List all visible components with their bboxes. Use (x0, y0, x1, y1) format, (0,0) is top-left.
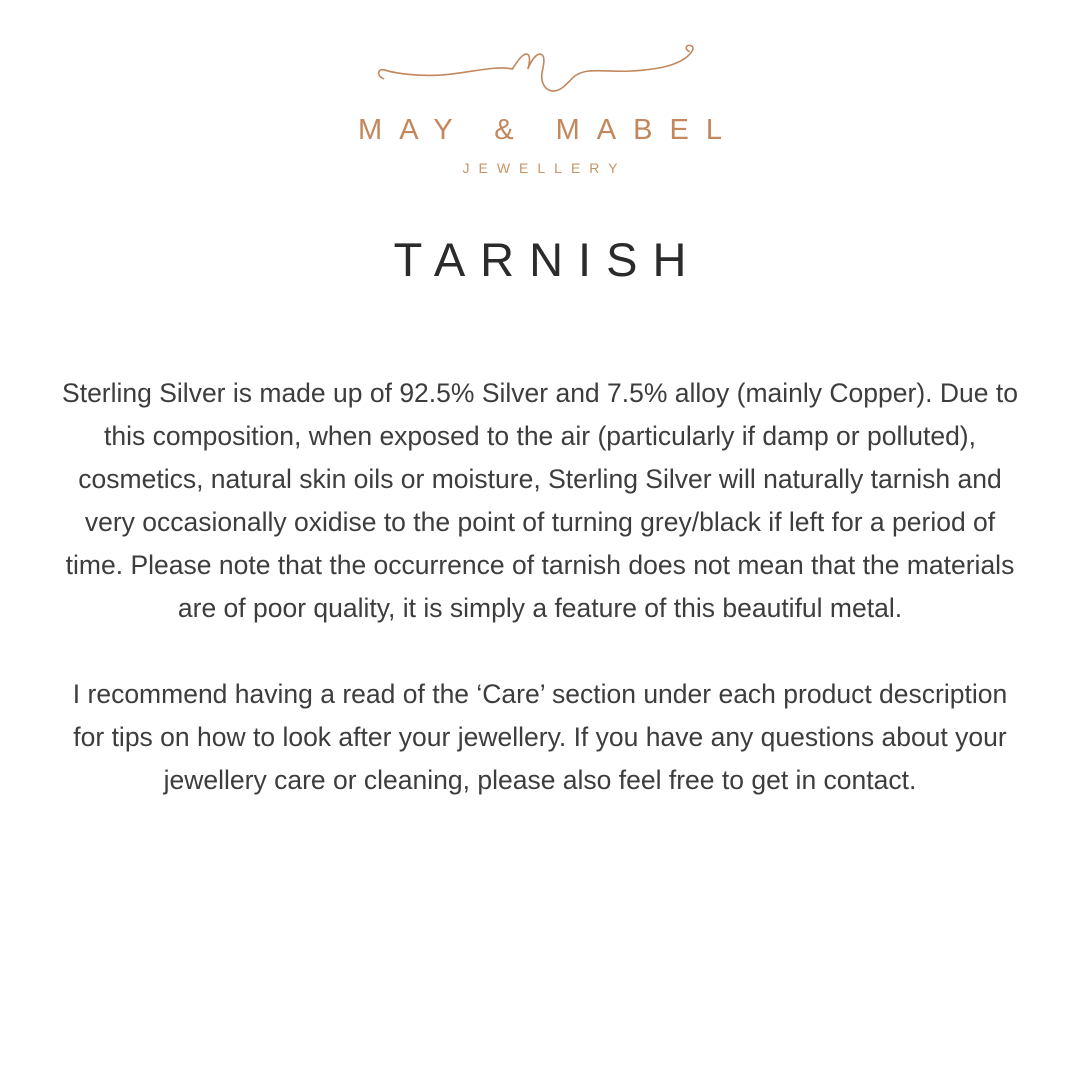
page-title: TARNISH (393, 233, 702, 286)
brand-logo (0, 30, 1080, 176)
brand-subtitle: JEWELLERY (462, 160, 627, 176)
script-m-flourish-icon (375, 30, 705, 108)
paragraph-care-recommendation: I recommend having a read of the ‘Care’ section under each product description for tips on how to look after your jewellery. If you have any questions about your jewellery care or cleaning, please also feel free to get in contact. (72, 679, 1008, 795)
brand-name: MAY & MABEL (358, 114, 739, 146)
body-text (60, 372, 1020, 802)
paragraph-tarnish-explanation: Sterling Silver is made up of 92.5% Silver and 7.5% alloy (mainly Copper). Due to this composition, when exposed to the air (particularly if damp or polluted), cosmetics, natural skin oils or moisture, Sterling Silver will naturally tarnish and very occasionally oxidise to the point of turning grey/black if left for a period of time. Please note that the occurrence of tarnish does not mean that the materials are of poor quality, it is simply a feature of this beautiful metal. (62, 378, 1018, 623)
